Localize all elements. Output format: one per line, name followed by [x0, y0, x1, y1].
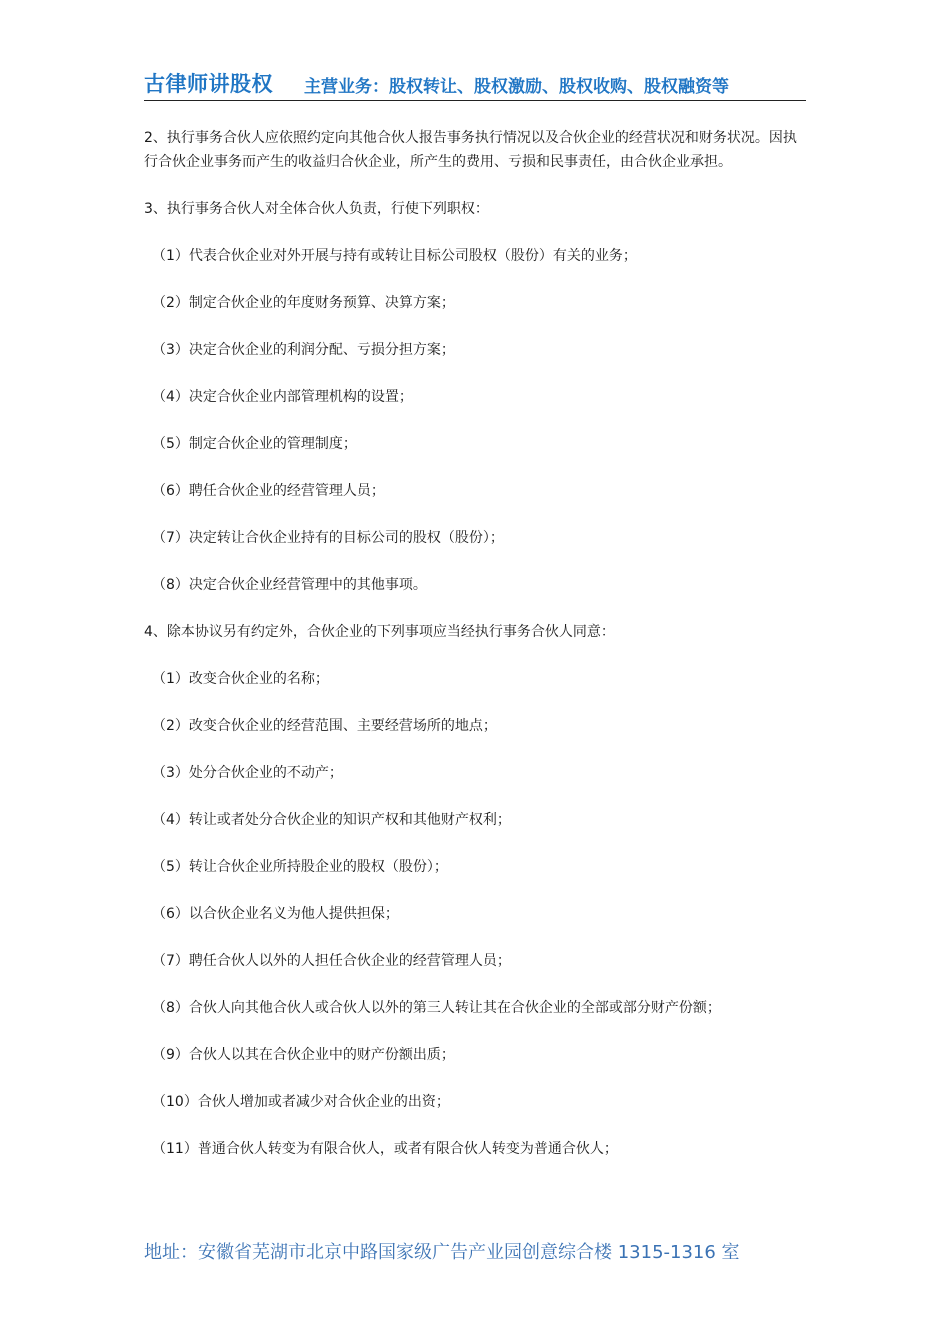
list-item: （3）处分合伙企业的不动产； — [152, 765, 343, 781]
clause-paragraph: 3、执行事务合伙人对全体合伙人负责，行使下列职权： — [144, 201, 489, 217]
list-item: （9）合伙人以其在合伙企业中的财产份额出质； — [152, 1047, 455, 1063]
document-body — [144, 126, 806, 1184]
list-item: （1）代表合伙企业对外开展与持有或转让目标公司股权（股份）有关的业务； — [152, 248, 637, 264]
list-item: （4）转让或者处分合伙企业的知识产权和其他财产权利； — [152, 812, 511, 828]
list-item: （2）改变合伙企业的经营范围、主要经营场所的地点； — [152, 718, 497, 734]
list-item: （5）制定合伙企业的管理制度； — [152, 436, 357, 452]
list-item: （10）合伙人增加或者减少对合伙企业的出资； — [152, 1094, 450, 1110]
footer-address: 地址：安徽省芜湖市北京中路国家级广告产业园创意综合楼 1315-1316 室 — [144, 1242, 740, 1263]
list-item: （7）决定转让合伙企业持有的目标公司的股权（股份）； — [152, 530, 504, 546]
clause-paragraph: 4、除本协议另有约定外，合伙企业的下列事项应当经执行事务合伙人同意： — [144, 624, 615, 640]
list-item: （3）决定合伙企业的利润分配、亏损分担方案； — [152, 342, 455, 358]
list-item: （8）决定合伙企业经营管理中的其他事项。 — [152, 577, 427, 593]
list-item: （6）聘任合伙企业的经营管理人员； — [152, 483, 385, 499]
list-item: （1）改变合伙企业的名称； — [152, 671, 329, 687]
list-item: （5）转让合伙企业所持股企业的股权（股份）； — [152, 859, 448, 875]
brand-title: 古律师讲股权 — [144, 72, 273, 96]
list-item: （2）制定合伙企业的年度财务预算、决算方案； — [152, 295, 455, 311]
list-item: （6）以合伙企业名义为他人提供担保； — [152, 906, 399, 922]
page-header — [144, 68, 806, 101]
list-item: （8）合伙人向其他合伙人或合伙人以外的第三人转让其在合伙企业的全部或部分财产份额； — [152, 1000, 721, 1016]
list-item: （4）决定合伙企业内部管理机构的设置； — [152, 389, 413, 405]
clause-paragraph: 2、执行事务合伙人应依照约定向其他合伙人报告事务执行情况以及合伙企业的经营状况和财务状况。因执行合伙企业事务而产生的收益归合伙企业，所产生的费用、亏损和民事责任，由合伙企业承担。 — [144, 130, 797, 170]
list-item: （11）普通合伙人转变为有限合伙人，或者有限合伙人转变为普通合伙人； — [152, 1141, 618, 1157]
business-scope: 主营业务：股权转让、股权激励、股权收购、股权融资等 — [304, 77, 729, 97]
list-item: （7）聘任合伙人以外的人担任合伙企业的经营管理人员； — [152, 953, 511, 969]
